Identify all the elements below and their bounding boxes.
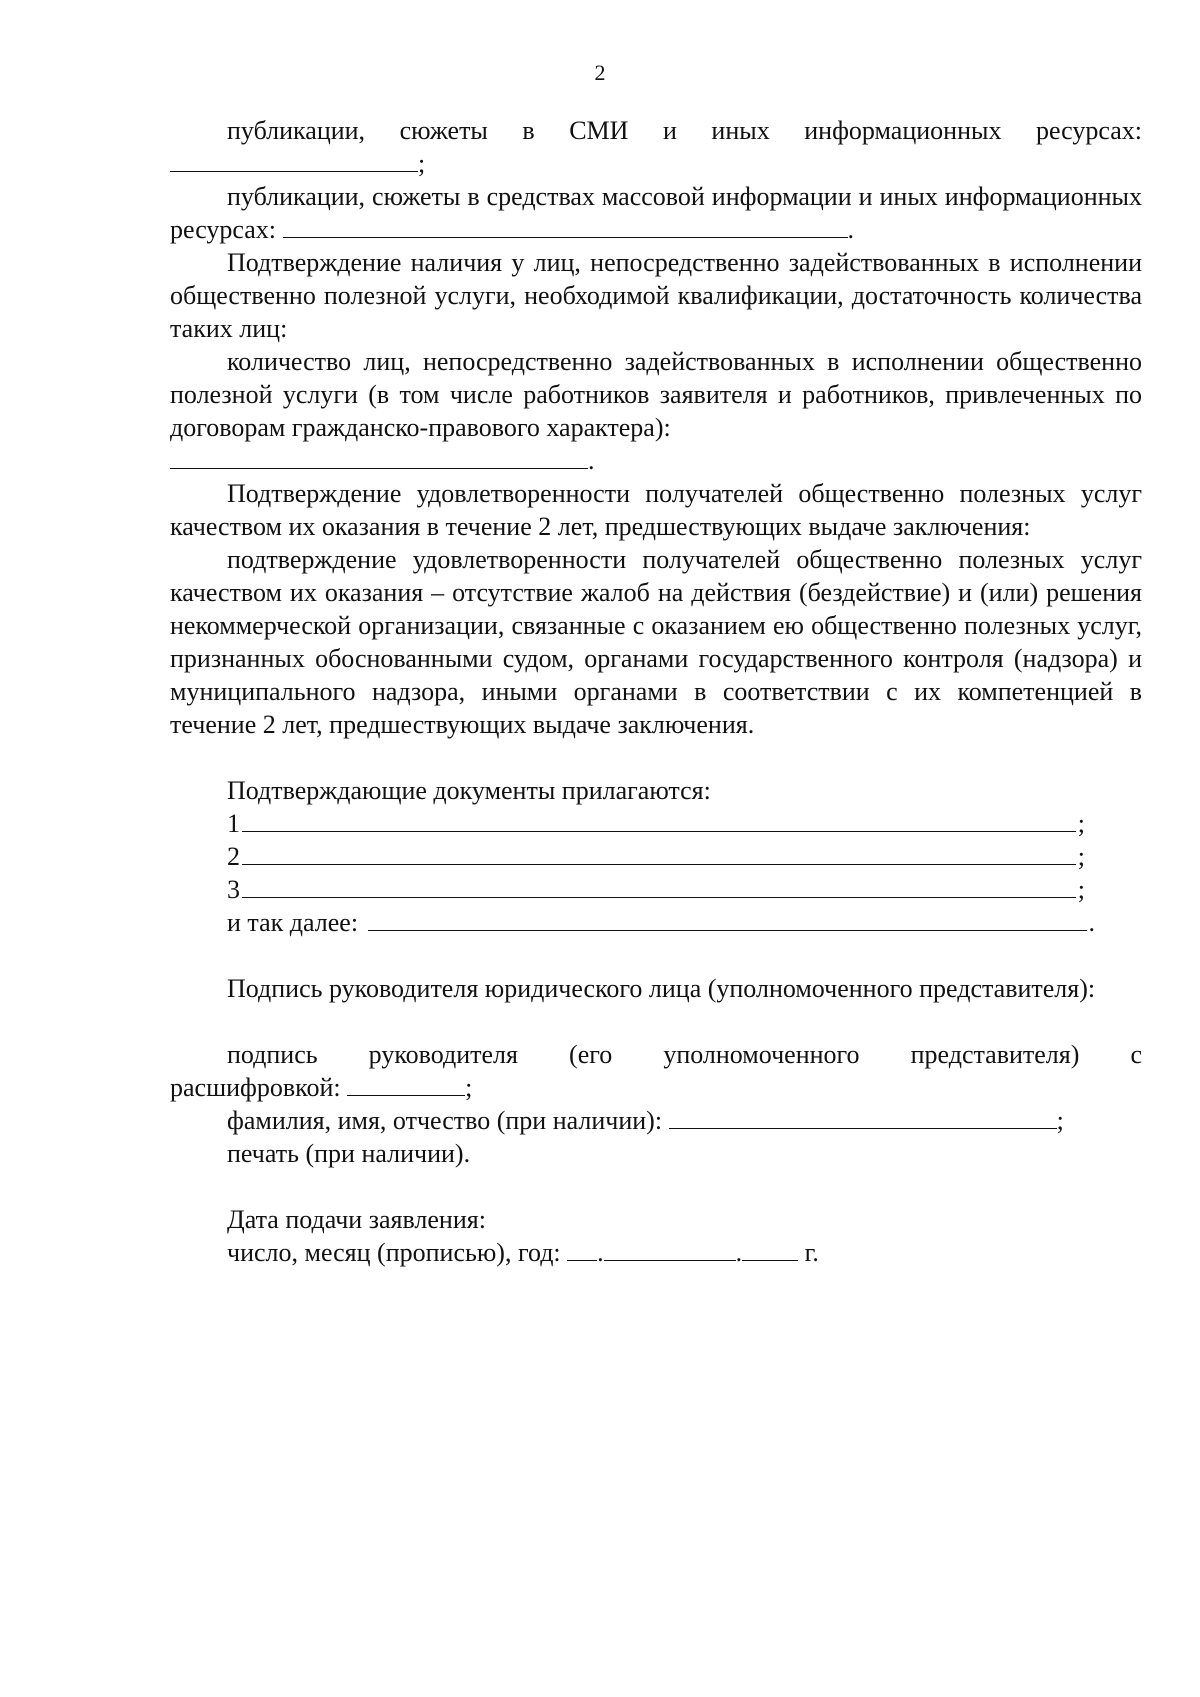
qualification-count-blank[interactable]: [170, 446, 588, 469]
documents-section: [170, 774, 1142, 939]
spacer: [170, 1170, 1142, 1203]
spacer: [170, 1005, 1142, 1038]
date-line: число, месяц (прописью), год: . . г.: [227, 1238, 819, 1267]
media-line-1: публикации, сюжеты в СМИ и иных информационных ресурсах:: [227, 116, 1142, 145]
qualification-count-text: количество лиц, непосредственно задействованных в исполнении общественно полезной услуги (в том числе работников заявителя и работников, привлеченных по договорам гражданско-правового характера):: [170, 347, 1142, 442]
stamp-label: печать (при наличии).: [227, 1139, 471, 1168]
document-item-3: 3 ;: [227, 875, 1085, 904]
page-number: 2: [594, 60, 606, 85]
document-item-1: 1 ;: [227, 809, 1085, 838]
signature-label-1: подпись руководителя (его уполномоченного представителя) с: [227, 1040, 1142, 1069]
document-content: [170, 114, 1142, 1269]
date-day-blank[interactable]: [567, 1238, 597, 1261]
fio-blank[interactable]: [669, 1106, 1057, 1129]
date-heading: Дата подачи заявления:: [227, 1205, 486, 1234]
document-item-etc: и так далее: .: [227, 908, 1095, 937]
spacer: [170, 741, 1142, 774]
document-item-etc-blank[interactable]: [368, 908, 1086, 931]
date-section: [170, 1203, 1142, 1269]
date-month-blank[interactable]: [604, 1238, 736, 1261]
satisfaction-body: подтверждение удовлетворенности получателей общественно полезных услуг качеством их оказания – отсутствие жалоб на действия (бездействие) и (или) решения некоммерческой организации, связанные с оказанием ею общественно полезных услуг, признанных обоснованными судом, органами государственного контроля (надзора) и муниципального надзора, иными органами в соответствии с их компетенцией в течение 2 лет, предшествующих выдаче заключения.: [170, 545, 1142, 739]
media-blank-1[interactable]: [170, 149, 418, 172]
date-year-blank[interactable]: [742, 1238, 798, 1261]
signature-label-2-line: расшифровкой: ;: [170, 1073, 473, 1102]
documents-heading: Подтверждающие документы прилагаются:: [227, 776, 711, 805]
fio-line: фамилия, имя, отчество (при наличии): ;: [227, 1106, 1064, 1135]
media-line-1-blank: ;: [170, 147, 1142, 180]
media-blank-2[interactable]: [283, 215, 848, 238]
signature-details: [170, 1104, 1142, 1170]
signature-blank[interactable]: [347, 1073, 465, 1096]
document-item-1-blank[interactable]: [242, 809, 1076, 832]
document-item-2: 2 ;: [227, 842, 1085, 871]
document-item-3-blank[interactable]: [242, 875, 1076, 898]
media-line-2: публикации, сюжеты в средствах массовой информации и иных информационных ресурсах: .: [170, 182, 1142, 244]
qualification-heading: Подтверждение наличия у лиц, непосредственно задействованных в исполнении общественно полезной услуги, необходимой квалификации, достаточность количества таких лиц:: [170, 248, 1142, 343]
document-item-2-blank[interactable]: [242, 842, 1076, 865]
signature-heading: Подпись руководителя юридического лица (уполномоченного представителя):: [227, 974, 1096, 1003]
spacer: [170, 939, 1142, 972]
satisfaction-heading: Подтверждение удовлетворенности получателей общественно полезных услуг качеством их оказания в течение 2 лет, предшествующих выдаче заключения:: [170, 479, 1142, 541]
qualification-count-blank-line: .: [170, 444, 1142, 477]
